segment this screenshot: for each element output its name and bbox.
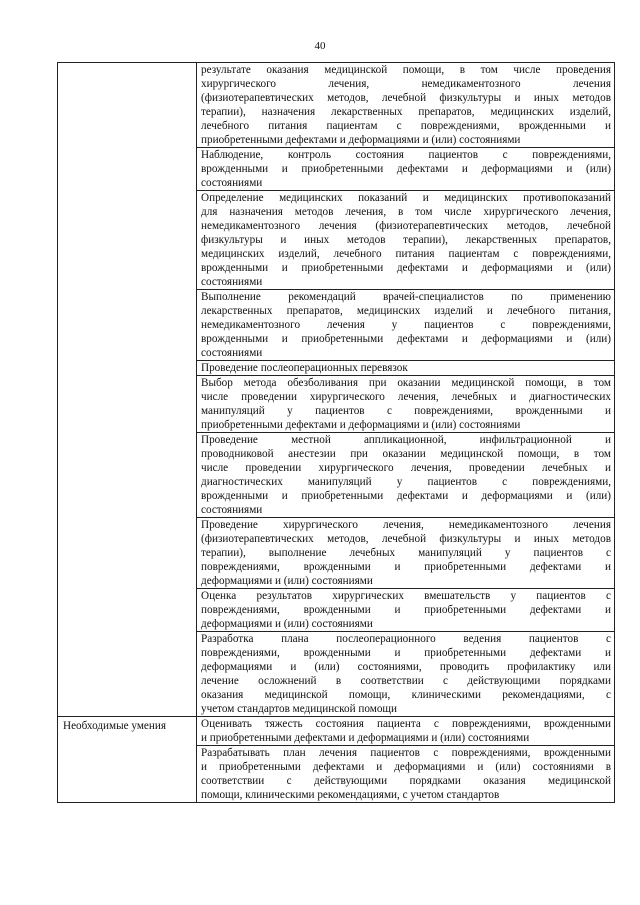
item-text-line: и приобретенными дефектами и деформациями и (или) состояниями — [201, 732, 530, 744]
item-text-line: врожденными и приобретенными дефектами и деформациями и (или) — [201, 333, 611, 345]
item-text-line: числе проведении хирургического лечения, проведении лечебных и — [201, 462, 611, 474]
item-text-line: оказания медицинской помощи, клиническими рекомендациями, с — [201, 689, 611, 701]
table-row — [58, 63, 615, 717]
item-text-line: Разработка плана послеоперационного ведения пациентов с — [201, 633, 611, 645]
item-text-line: терапии), назначения лекарственных препаратов, медицинских изделий, — [201, 106, 611, 118]
list-item — [197, 517, 614, 588]
list-item — [197, 190, 614, 289]
list-item — [197, 289, 614, 360]
item-text-line: повреждениями, врожденными и приобретенными дефектами и — [201, 647, 611, 659]
item-text-line: учетом стандартов медицинской помощи — [201, 703, 398, 715]
item-text-line: помощи, клиническими рекомендациями, с учетом стандартов — [201, 789, 500, 801]
item-text-line: состояниями — [201, 177, 263, 189]
item-text-line: состояниями — [201, 276, 263, 288]
item-text-line: лечебного питания пациентам с повреждениями, врожденными и — [201, 120, 611, 132]
item-text-line: врожденными и приобретенными дефектами и деформациями и (или) — [201, 262, 611, 274]
item-text-line: терапии), выполнение лечебных манипуляций у пациентов с — [201, 547, 611, 559]
item-text-line: Наблюдение, контроль состояния пациентов с повреждениями, — [201, 149, 611, 161]
item-text-line: деформациями и (или) состояниями — [201, 618, 373, 630]
list-item — [197, 147, 614, 190]
item-text-line: (физиотерапевтических методов, лечебной физкультуры и иных методов — [201, 533, 611, 545]
item-text-line: состояниями — [201, 504, 263, 516]
item-text-line: Оценивать тяжесть состояния пациента с повреждениями, врожденными — [201, 718, 611, 730]
page-number: 40 — [314, 40, 326, 52]
item-text-line: состояниями — [201, 347, 263, 359]
list-item — [197, 360, 614, 375]
item-text-line: немедикаментозного лечения у пациентов с повреждениями, — [201, 319, 611, 331]
list-item — [197, 745, 614, 802]
item-text-line: Определение медицинских показаний и медицинских противопоказаний — [201, 192, 611, 204]
item-text-line: для назначения методов лечения, в том числе хирургического лечения, — [201, 206, 611, 218]
list-item — [197, 631, 614, 716]
item-text-line: манипуляций у пациентов с повреждениями, врожденными и — [201, 405, 611, 417]
item-text-line: Проведение хирургического лечения, немедикаментозного лечения — [201, 519, 611, 531]
item-text-line: повреждениями, врожденными и приобретенными дефектами и — [201, 604, 611, 616]
item-text-line: медицинских изделий, лечебного питания пациентам с повреждениями, — [201, 248, 611, 260]
item-text-line: Выбор метода обезболивания при оказании медицинской помощи, в том — [201, 377, 611, 389]
item-text-line: диагностических манипуляций у пациентов с повреждениями, — [201, 476, 611, 488]
row-label — [58, 63, 196, 65]
item-text-line: повреждениями, врожденными и приобретенными дефектами и — [201, 561, 611, 573]
list-item — [197, 717, 614, 745]
item-text-line: лечение осложнений в соответствии с действующими порядками — [201, 675, 611, 687]
item-text-line: Оценка результатов хирургических вмешательств у пациентов с — [201, 590, 611, 602]
list-item — [197, 588, 614, 631]
row-content-cell — [197, 63, 615, 717]
table-row — [58, 717, 615, 803]
item-text-line: физкультуры и иных методов терапии), лекарственных препаратов, — [201, 234, 611, 246]
item-text-line: хирургического лечения, немедикаментозного лечения — [201, 78, 611, 90]
item-text-line: (физиотерапевтических методов, лечебной физкультуры и иных методов — [201, 92, 611, 104]
item-text-line: деформациями и (или) состояниями — [201, 575, 373, 587]
item-text-line: соответствии с действующими порядками оказания медицинской — [201, 775, 611, 787]
item-text-line: числе проведении хирургического лечения, лечебных и диагностических — [201, 391, 611, 403]
row-label-cell — [58, 717, 197, 803]
row-content-cell — [197, 717, 615, 803]
item-text-line: Проведение местной аппликационной, инфильтрационной и — [201, 434, 611, 446]
item-text-line: приобретенными дефектами и деформациями и (или) состояниями — [201, 134, 521, 146]
item-text-line: и приобретенными дефектами и деформациями и (или) состояниями в — [201, 761, 611, 773]
item-text-line: Выполнение рекомендаций врачей-специалистов по применению — [201, 291, 611, 303]
item-text-line: деформациями и (или) состояниями, проводить профилактику или — [201, 661, 611, 673]
item-text-line: проводниковой анестезии при оказании медицинской помощи, в том — [201, 448, 611, 460]
item-text-line: приобретенными дефектами и деформациями и (или) состояниями — [201, 419, 521, 431]
requirements-table — [57, 62, 615, 803]
item-text-line: результате оказания медицинской помощи, в том числе проведения — [201, 64, 611, 76]
item-text-line: врожденными и приобретенными дефектами и деформациями и (или) — [201, 490, 611, 502]
item-text-line: лекарственных препаратов, медицинских изделий и лечебного питания, — [201, 305, 611, 317]
table-body — [58, 63, 615, 803]
list-item — [197, 432, 614, 517]
row-label-cell — [58, 63, 197, 717]
item-text-line: немедикаментозного лечения (физиотерапевтических методов, лечебной — [201, 220, 611, 232]
item-text-line: врожденными и приобретенными дефектами и деформациями и (или) — [201, 163, 611, 175]
item-text-line: Проведение послеоперационных перевязок — [201, 362, 408, 374]
item-text-line: Разрабатывать план лечения пациентов с повреждениями, врожденными — [201, 747, 611, 759]
row-label: Необходимые умения — [63, 720, 166, 732]
list-item — [197, 63, 614, 147]
list-item — [197, 375, 614, 432]
